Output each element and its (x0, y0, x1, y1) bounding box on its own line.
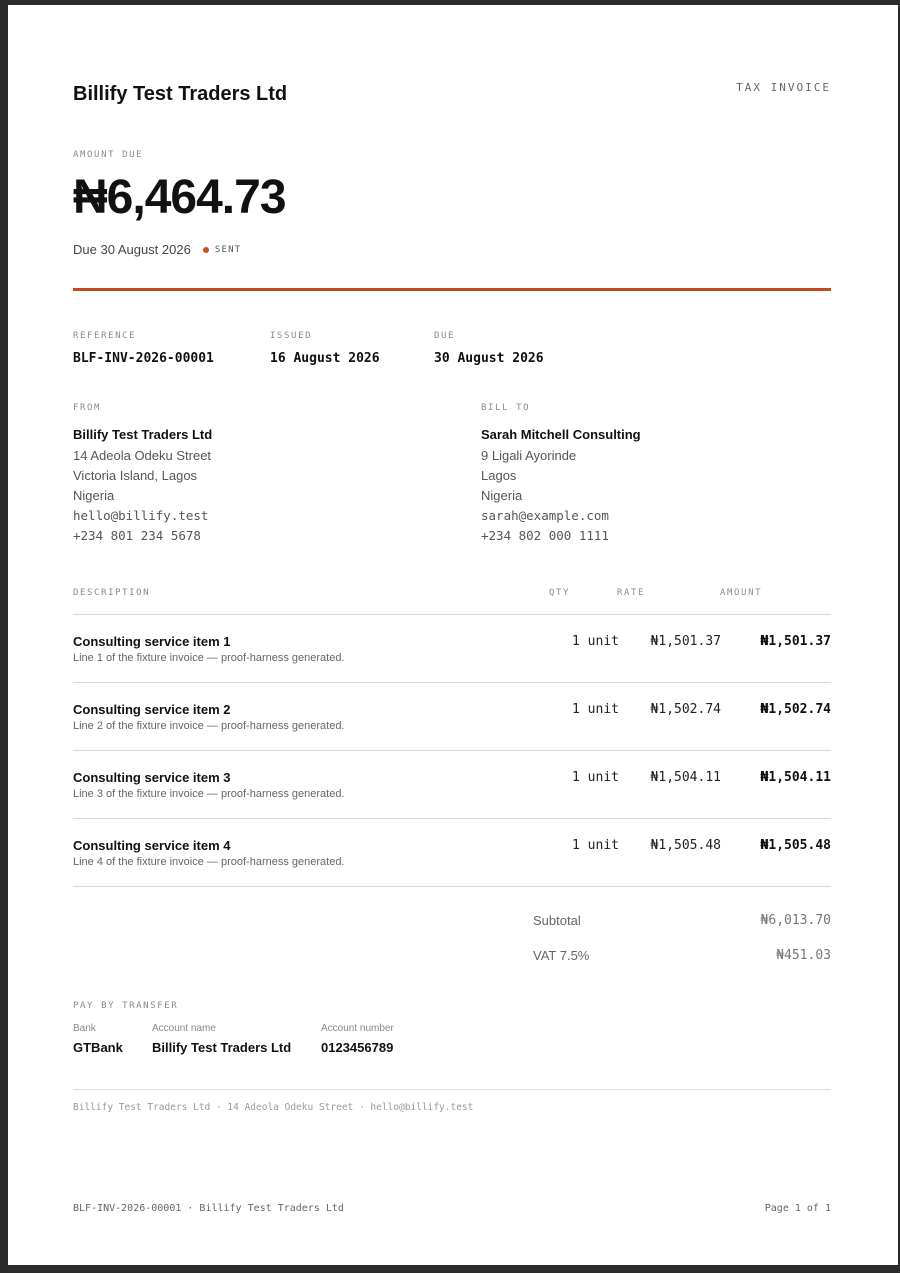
from-phone: +234 801 234 5678 (73, 528, 201, 543)
page-footer-reference: BLF-INV-2026-00001 · Billify Test Traders Ltd (73, 1203, 344, 1214)
account-number-block (321, 1023, 394, 1055)
bank-label: Bank (73, 1023, 96, 1034)
item-description: Line 3 of the fixture invoice — proof-harness generated. (73, 788, 345, 800)
item-qty: 1 unit (572, 702, 619, 717)
account-name-label: Account name (152, 1023, 216, 1034)
issued-label: ISSUED (270, 331, 313, 341)
from-name: Billify Test Traders Ltd (73, 427, 213, 442)
amount-due-label: AMOUNT DUE (73, 150, 144, 160)
bill-to-label: BILL TO (481, 403, 531, 413)
pay-by-transfer-label: PAY BY TRANSFER (73, 1001, 179, 1011)
from-label: FROM (73, 403, 102, 413)
account-name-value: Billify Test Traders Ltd (152, 1040, 292, 1055)
bill-to-address-2: Lagos (481, 468, 517, 483)
bank-value: GTBank (73, 1040, 123, 1055)
items-table-header (73, 588, 831, 615)
table-row (73, 683, 831, 751)
from-email[interactable]: hello@billify.test (73, 508, 209, 523)
item-title: Consulting service item 3 (73, 770, 231, 785)
item-amount: ₦1,502.74 (760, 702, 831, 717)
company-name: Billify Test Traders Ltd (73, 83, 288, 105)
header-rate: RATE (617, 588, 646, 598)
due-value: 30 August 2026 (434, 351, 544, 366)
due-label: DUE (434, 331, 456, 341)
from-country: Nigeria (73, 488, 115, 503)
item-description: Line 2 of the fixture invoice — proof-harness generated. (73, 720, 345, 732)
bill-to-name: Sarah Mitchell Consulting (481, 427, 641, 442)
from-block (73, 403, 403, 546)
item-title: Consulting service item 1 (73, 634, 231, 649)
item-title: Consulting service item 2 (73, 702, 231, 717)
bill-to-country: Nigeria (481, 488, 523, 503)
table-row (73, 615, 831, 683)
account-name-block (152, 1023, 291, 1055)
item-rate: ₦1,501.37 (650, 634, 721, 649)
due-block (434, 331, 544, 366)
bill-to-email[interactable]: sarah@example.com (481, 508, 609, 523)
bill-to-block (481, 403, 811, 546)
invoice-page (8, 5, 898, 1265)
header-amount: AMOUNT (720, 588, 763, 598)
from-address-1: 14 Adeola Odeku Street (73, 448, 212, 463)
table-row (73, 819, 831, 887)
footer-text: Billify Test Traders Ltd · 14 Adeola Odeku Street · hello@billify.test (73, 1102, 474, 1113)
account-number-label: Account number (321, 1023, 394, 1034)
subtotal-label: Subtotal (533, 913, 581, 928)
item-description: Line 4 of the fixture invoice — proof-harness generated. (73, 856, 345, 868)
header-qty: QTY (549, 588, 571, 598)
item-rate: ₦1,504.11 (650, 770, 721, 785)
subtotal-value: ₦6,013.70 (760, 913, 831, 928)
vat-label: VAT 7.5% (533, 948, 590, 963)
item-amount: ₦1,505.48 (760, 838, 831, 853)
footer-divider (73, 1089, 831, 1090)
page-number: Page 1 of 1 (764, 1203, 831, 1214)
status-badge: SENT (214, 244, 242, 255)
document-type: TAX INVOICE (736, 81, 831, 94)
item-qty: 1 unit (572, 634, 619, 649)
bill-to-address-1: 9 Ligali Ayorinde (481, 448, 577, 463)
item-qty: 1 unit (572, 838, 619, 853)
reference-value: BLF-INV-2026-00001 (73, 351, 214, 366)
item-amount: ₦1,501.37 (760, 634, 831, 649)
bank-block (73, 1023, 123, 1055)
item-rate: ₦1,505.48 (650, 838, 721, 853)
issued-value: 16 August 2026 (270, 351, 380, 366)
vat-row (533, 948, 831, 968)
status-dot-icon (203, 247, 209, 253)
from-address-2: Victoria Island, Lagos (73, 468, 198, 483)
due-line (73, 242, 241, 257)
subtotal-row (533, 913, 831, 933)
item-qty: 1 unit (572, 770, 619, 785)
reference-block (73, 331, 214, 366)
item-title: Consulting service item 4 (73, 838, 231, 853)
item-amount: ₦1,504.11 (760, 770, 831, 785)
accent-divider (73, 288, 831, 291)
vat-value: ₦451.03 (776, 948, 831, 963)
bill-to-phone: +234 802 000 1111 (481, 528, 609, 543)
header-description: DESCRIPTION (73, 588, 151, 598)
amount-due-value: ₦6,464.73 (73, 171, 286, 224)
item-rate: ₦1,502.74 (650, 702, 721, 717)
account-number-value: 0123456789 (321, 1040, 394, 1055)
issued-block (270, 331, 380, 366)
item-description: Line 1 of the fixture invoice — proof-harness generated. (73, 652, 345, 664)
table-row (73, 751, 831, 819)
reference-label: REFERENCE (73, 331, 137, 341)
due-date-text: Due 30 August 2026 (73, 242, 191, 257)
